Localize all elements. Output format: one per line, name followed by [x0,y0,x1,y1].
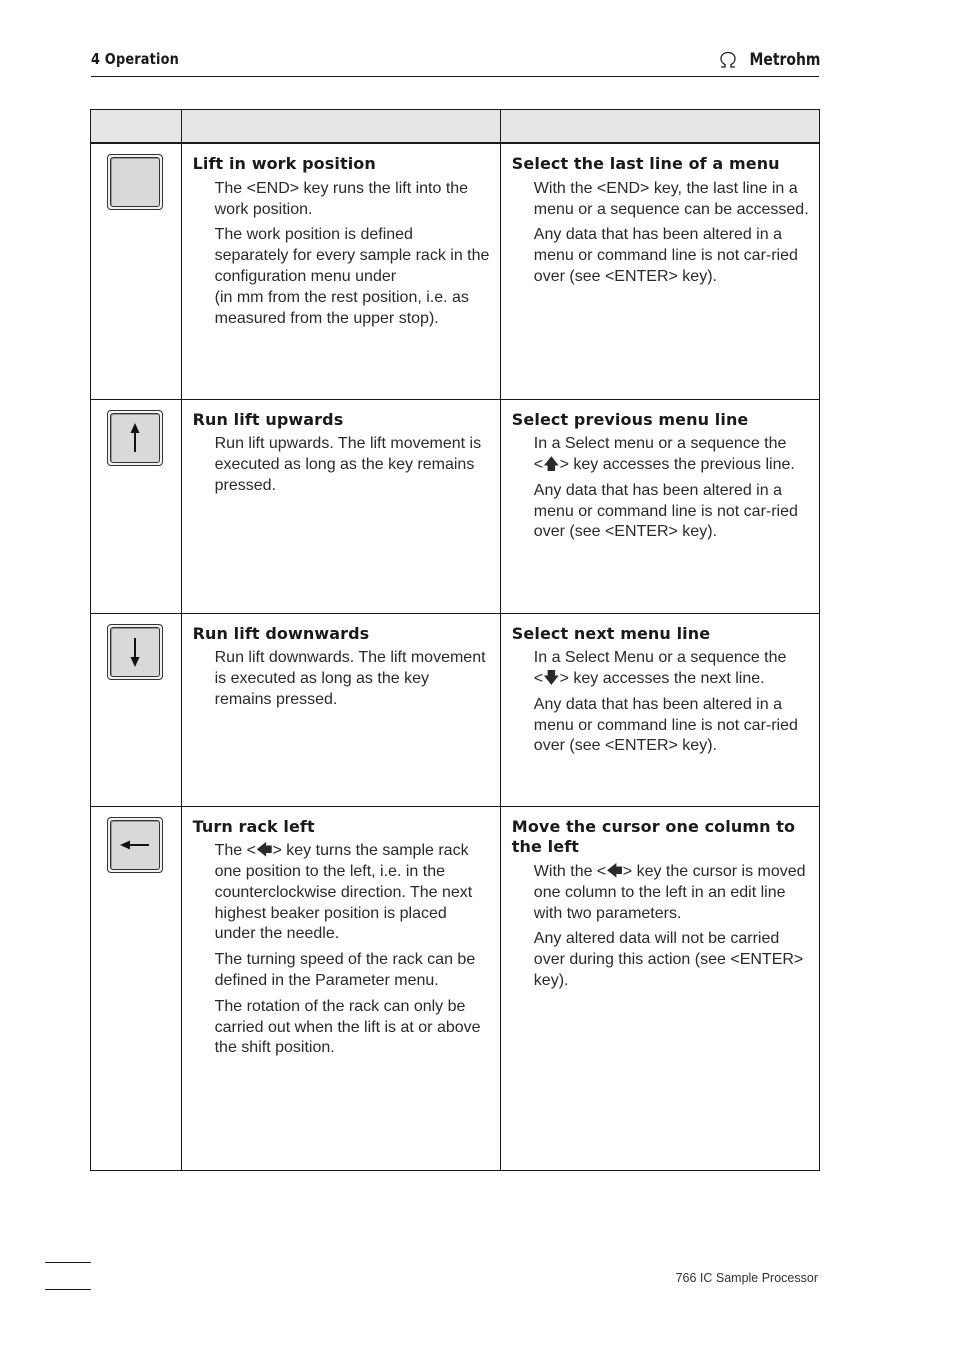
menu-function-cell [500,613,819,806]
menu-function-text: In a Select menu or a sequence the <🡅> key accesses the previous line. [533,435,795,474]
menu-function-text: Any altered data will not be carried over during this action (see <ENTER> key). [533,930,804,990]
menu-function-title: Select next menu line [511,623,711,643]
lift-function-cell [181,143,503,399]
arrow-left-key-icon [107,817,163,873]
lift-function-text: The work position is defined separately for every sample rack in the configuration menu under (in mm from the rest position, i.e. as measured from the upper stop). [214,226,503,327]
arrow-down-key-icon [107,624,163,680]
lift-function-text: The <END> key runs the lift into the work position. [214,179,469,218]
menu-function-cell [500,143,819,399]
table-row [91,143,820,399]
footer-rule [45,1262,91,1263]
arrow-up-key-icon [107,410,163,466]
footer-rule [45,1289,91,1290]
menu-function-text: Any data that has been altered in a menu or command line is not car-ried over (see <ENTER> key). [533,481,798,541]
lift-function-title: Run lift downwards [192,623,370,643]
header-cell-lift [181,110,500,144]
menu-function-text: With the <🡄> key the cursor is moved one column to the left in an edit line with two parameters. [533,863,806,922]
key-cell [91,143,182,399]
key-cell [91,399,182,613]
lift-function-text: Run lift upwards. The lift movement is executed as long as the key remains pressed. [214,435,482,494]
key-cell [91,613,182,806]
table-header-row [91,110,820,144]
menu-function-text: Any data that has been altered in a menu or command line is not car-ried over (see <ENTER> key). [533,226,798,285]
lift-function-text: Run lift downwards. The lift movement is executed as long as the key remains pressed. [214,649,486,708]
lift-function-title: Lift in work position [192,154,376,173]
lift-function-text: The <🡄> key turns the sample rack one position to the left, i.e. in the counterclockwise direction. The next highest beaker position is placed under the needle. [214,842,473,943]
menu-function-text: With the <END> key, the last line in a menu or a sequence can be accessed. [533,179,809,218]
menu-function-title: Select the last line of a menu [511,154,780,173]
arrow-left-icon [119,838,151,852]
lift-function-title: Turn rack left [192,816,315,836]
key-cell [91,806,182,1170]
table-row [91,806,820,1170]
arrow-down-icon [128,636,142,668]
header-rule [91,76,819,77]
menu-function-text: Any data that has been altered in a menu or command line is not car-ried over (see <ENTER> key). [533,695,798,755]
lift-function-cell [181,399,500,613]
header-cell-key [91,110,182,144]
brand-logo [718,50,820,70]
header-cell-menu [500,110,819,144]
omega-logo-icon [718,51,738,69]
lift-function-cell [181,806,500,1170]
menu-function-cell [500,399,819,613]
table-row [91,613,820,806]
brand-name: Metrohm [749,50,820,70]
lift-function-text: The rotation of the rack can only be carried out when the lift is at or above the shift position. [214,997,481,1057]
key-function-table [90,109,820,1171]
product-name: 766 IC Sample Processor [675,1271,818,1285]
arrow-up-icon [128,422,142,454]
section-heading: 4 Operation [91,50,180,68]
menu-function-cell [500,806,819,1170]
blank-key-icon [107,154,163,210]
lift-function-cell [181,613,500,806]
lift-function-title: Run lift upwards [192,409,344,429]
menu-function-text: In a Select Menu or a sequence the <🡇> key accesses the next line. [533,649,787,688]
menu-function-title: Move the cursor one column to the left [511,816,796,857]
lift-function-text: The turning speed of the rack can be defined in the Parameter menu. [214,951,476,990]
table-row [91,399,820,613]
menu-function-title: Select previous menu line [511,409,749,429]
